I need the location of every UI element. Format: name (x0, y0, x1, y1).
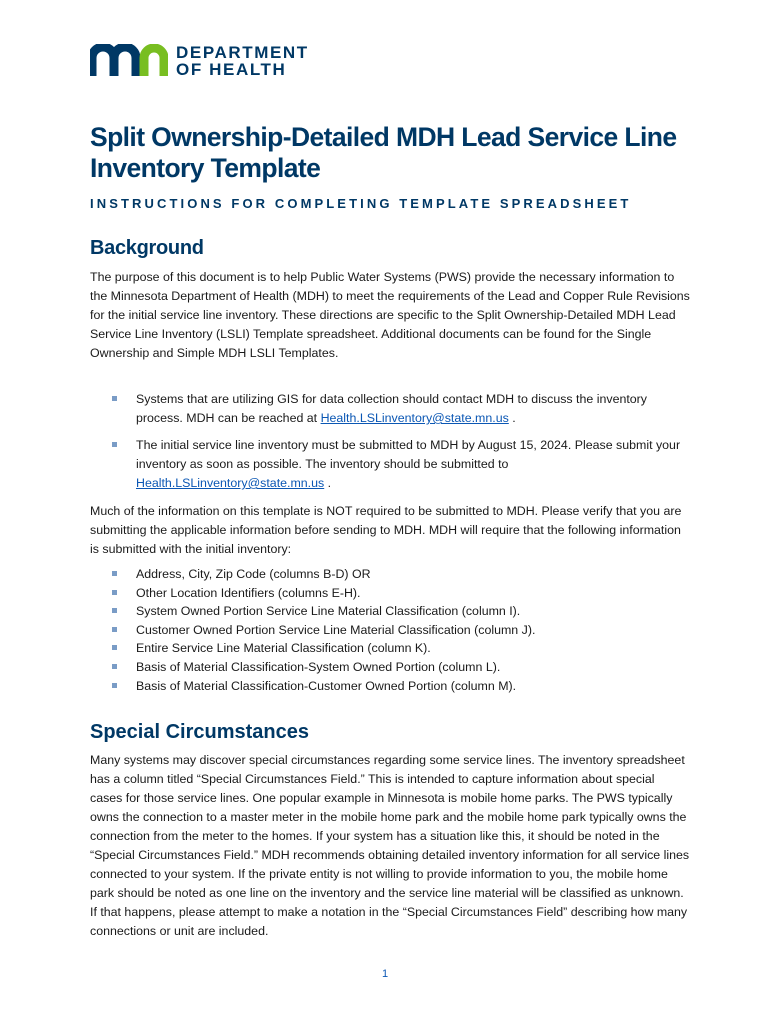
background-bullet-list (110, 390, 690, 501)
special-circumstances-heading: Special Circumstances (90, 721, 309, 743)
document-title: Split Ownership-Detailed MDH Lead Service Line Inventory Template (90, 122, 677, 183)
list-item (110, 621, 690, 640)
list-item (110, 658, 690, 677)
bullet-icon (112, 442, 117, 447)
bullet-text-end: . (324, 476, 332, 490)
mn-logo-icon (90, 44, 168, 78)
list-item (110, 390, 690, 428)
background-intro: The purpose of this document is to help Public Water Systems (PWS) provide the necessary information to the Minnesota Department of Health (MDH) to meet the requirements of the Lead and Copper Rule Revisions for the initial service line inventory. These directions are specific to the Split Ownership-Detailed MDH Lead Service Line Inventory (LSLI) Template spreadsheet. Additional documents can be found for the Single Ownership and Simple MDH LSLI Templates. (90, 270, 690, 360)
mdh-logo (90, 44, 309, 78)
bullet-icon (112, 627, 117, 632)
required-item-text: Basis of Material Classification-Customer Owned Portion (column M). (136, 678, 517, 693)
required-item-text: Entire Service Line Material Classification (column K). (136, 641, 431, 656)
required-item-text: Other Location Identifiers (columns E-H). (136, 585, 361, 600)
org-name-line1: DEPARTMENT (176, 43, 309, 62)
required-item-text: System Owned Portion Service Line Material Classification (column I). (136, 604, 521, 619)
bullet-icon (112, 683, 117, 688)
special-circumstances-para: Many systems may discover special circumstances regarding some service lines. The inventory spreadsheet has a column titled “Special Circumstances Field.” This is intended to capture information about special cases for those service lines. One popular example in Minnesota is mobile home parks. The PWS typically owns the connection to a master meter in the mobile home park and the mobile home park typically owns the connection from the meter to the homes. If your system has a situation like this, it should be noted in the “Special Circumstances Field.” MDH recommends obtaining detailed inventory information for all service lines connected to your system. If the private entity is not willing to provide information to you, the mobile home park should be noted as one line on the inventory and the service line material will be classified as unknown. If that happens, please attempt to make a notation in the “Special Circumstances Field” describing how many connections or unit are included. (90, 753, 690, 938)
email-link[interactable]: Health.LSLinventory@state.mn.us (320, 411, 509, 425)
page-number: 1 (381, 968, 389, 980)
bullet-icon (112, 645, 117, 650)
bullet-text: The initial service line inventory must be submitted to MDH by August 15, 2024. Please submit your inventory as soon as possible. The inventory should be submitted to (136, 438, 681, 471)
required-item-text: Basis of Material Classification-System Owned Portion (column L). (136, 659, 501, 674)
required-item-text: Address, City, Zip Code (columns B-D) OR (136, 567, 371, 581)
bullet-text: Systems that are utilizing GIS for data collection should contact MDH to discuss the inventory process. MDH can be reached at (136, 392, 648, 425)
required-item-text: Customer Owned Portion Service Line Material Classification (column J). (136, 622, 536, 637)
required-items-list (110, 565, 690, 695)
bullet-icon (112, 608, 117, 613)
list-item (110, 565, 690, 584)
email-link[interactable]: Health.LSLinventory@state.mn.us (136, 476, 325, 490)
document-subtitle: INSTRUCTIONS FOR COMPLETING TEMPLATE SPREADSHEET (90, 196, 632, 211)
list-item (110, 639, 690, 658)
org-name (176, 44, 309, 78)
org-name-line2: OF HEALTH (176, 60, 287, 79)
list-item (110, 584, 690, 603)
list-item (110, 677, 690, 696)
bullet-icon (112, 590, 117, 595)
list-item (110, 602, 690, 621)
list-item (110, 436, 690, 493)
bullet-icon (112, 571, 117, 576)
background-heading: Background (90, 237, 204, 259)
bullet-icon (112, 664, 117, 669)
background-para2: Much of the information on this template is NOT required to be submitted to MDH. Please verify that you are submitting the applicable information before sending to MDH. MDH will require that the following information is submitted with the initial inventory: (90, 504, 682, 556)
bullet-icon (112, 396, 117, 401)
bullet-text-end: . (508, 411, 516, 425)
